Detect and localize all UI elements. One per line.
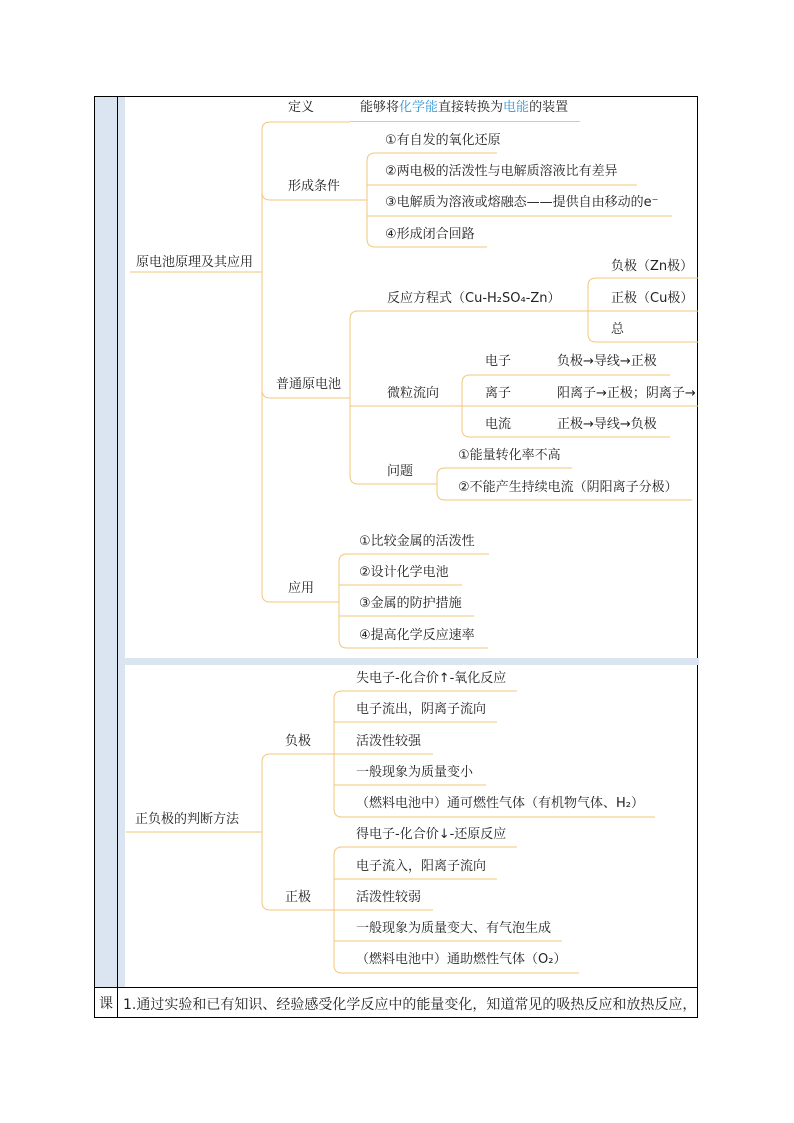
node-formation: 形成条件 — [288, 179, 341, 194]
root-node-primary: 原电池原理及其应用 — [136, 255, 254, 270]
section-divider — [125, 658, 699, 665]
node-positive-electrode: 正极 — [285, 890, 312, 905]
node-definition-text — [360, 100, 568, 116]
positive-item: （燃料电池中）通助燃性气体（O₂） — [356, 952, 567, 967]
negative-item: 失电子-化合价↑-氧化反应 — [356, 671, 507, 686]
formation-item: ④形成闭合回路 — [385, 227, 475, 242]
formation-item: ③电解质为溶液或熔融态——提供自由移动的e⁻ — [385, 195, 659, 210]
table-left-column — [95, 97, 118, 988]
flow-row-value: 负极→导线→正极 — [557, 354, 657, 369]
definition-text-after: 的装置 — [529, 100, 569, 115]
definition-highlight-electric: 电能 — [503, 100, 530, 115]
definition-highlight-chemical: 化学能 — [399, 100, 439, 115]
application-item: ④提高化学反应速率 — [359, 628, 475, 643]
application-item: ①比较金属的活泼性 — [359, 534, 475, 549]
positive-item: 一般现象为质量变大、有气泡生成 — [356, 921, 552, 936]
node-equation: 反应方程式（Cu-H₂SO₄-Zn） — [387, 291, 561, 306]
application-item: ②设计化学电池 — [359, 565, 449, 580]
problem-item: ①能量转化率不高 — [458, 448, 561, 463]
node-negative-electrode: 负极 — [285, 734, 312, 749]
flow-row-value: 阳离子→正极；阴离子→ — [557, 386, 696, 401]
positive-item: 电子流入，阳离子流向 — [356, 859, 487, 874]
negative-item: 活泼性较强 — [356, 734, 422, 749]
application-item: ③金属的防护措施 — [359, 596, 462, 611]
root-node-secondary: 正负极的判断方法 — [135, 812, 240, 827]
flow-row-value: 正极→导线→负极 — [557, 417, 657, 432]
panel-left-margin — [118, 97, 125, 988]
formation-item: ②两电极的活泼性与电解质溶液比有差异 — [385, 164, 618, 179]
definition-text-before: 能够将 — [360, 100, 400, 115]
negative-item: 电子流出，阴离子流向 — [356, 702, 487, 717]
negative-item: （燃料电池中）通可燃性气体（有机物气体、H₂） — [356, 796, 644, 811]
equation-item: 正极（Cu极） — [611, 291, 694, 306]
bottom-row-text: 1.通过实验和已有知识、经验感受化学反应中的能量变化，知道常见的吸热反应和放热反应， — [123, 997, 697, 1013]
node-definition: 定义 — [288, 100, 315, 115]
positive-item: 得电子-化合价↓-还原反应 — [356, 827, 507, 842]
flow-row-name: 电流 — [485, 417, 512, 432]
flow-row-name: 电子 — [485, 354, 512, 369]
problem-item: ②不能产生持续电流（阴阳离子分极） — [458, 480, 678, 495]
node-application: 应用 — [288, 581, 315, 596]
formation-item: ①有自发的氧化还原 — [385, 133, 501, 148]
negative-item: 一般现象为质量变小 — [356, 765, 474, 780]
node-ordinary-cell: 普通原电池 — [276, 377, 342, 392]
equation-item: 负极（Zn极） — [611, 259, 694, 274]
bottom-row-label: 课 — [95, 988, 118, 1017]
definition-underline — [350, 121, 580, 122]
positive-item: 活泼性较弱 — [356, 890, 422, 905]
table-bottom-row — [95, 987, 697, 1017]
definition-text-middle: 直接转换为 — [438, 100, 504, 115]
node-particle-flow: 微粒流向 — [387, 386, 440, 401]
equation-item: 总 — [611, 322, 625, 337]
flow-row-name: 离子 — [485, 386, 512, 401]
node-problems: 问题 — [387, 464, 414, 479]
